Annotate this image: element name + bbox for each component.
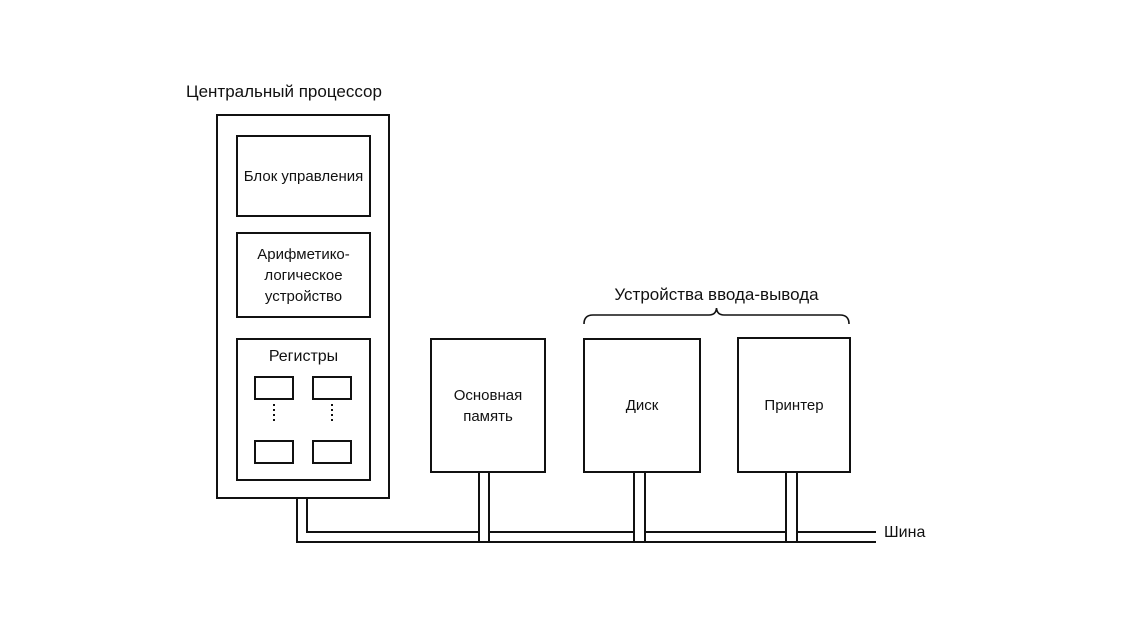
printer-label: Принтер: [764, 396, 824, 414]
alu-label: Арифметико-логическое устройство: [257, 245, 350, 305]
register-cell: [312, 376, 352, 400]
registers-box: [236, 338, 371, 481]
main-memory-label: Основная память: [453, 386, 523, 425]
printer-bus-connector: [785, 473, 798, 541]
disk-label: Диск: [625, 397, 659, 414]
cpu-title: Центральный процессор: [186, 82, 382, 101]
vertical-ellipsis-icon: [330, 404, 334, 421]
bus-title: Шина: [884, 524, 926, 541]
io-devices-title: Устройства ввода-вывода: [614, 285, 819, 304]
control-unit-box: [236, 135, 371, 217]
main-memory-box: [430, 338, 546, 473]
vertical-ellipsis-icon: [272, 404, 276, 421]
register-cell: [312, 440, 352, 464]
register-cell: [254, 440, 294, 464]
control-unit-label: Блок управления: [243, 167, 364, 185]
disk-bus-connector: [633, 473, 646, 541]
printer-box: [737, 337, 851, 473]
disk-box: [583, 338, 701, 473]
registers-label: Регистры: [268, 348, 339, 365]
memory-bus-connector: [478, 473, 490, 541]
io-brace-icon: [583, 308, 850, 326]
register-cell: [254, 376, 294, 400]
alu-box: [236, 232, 371, 318]
